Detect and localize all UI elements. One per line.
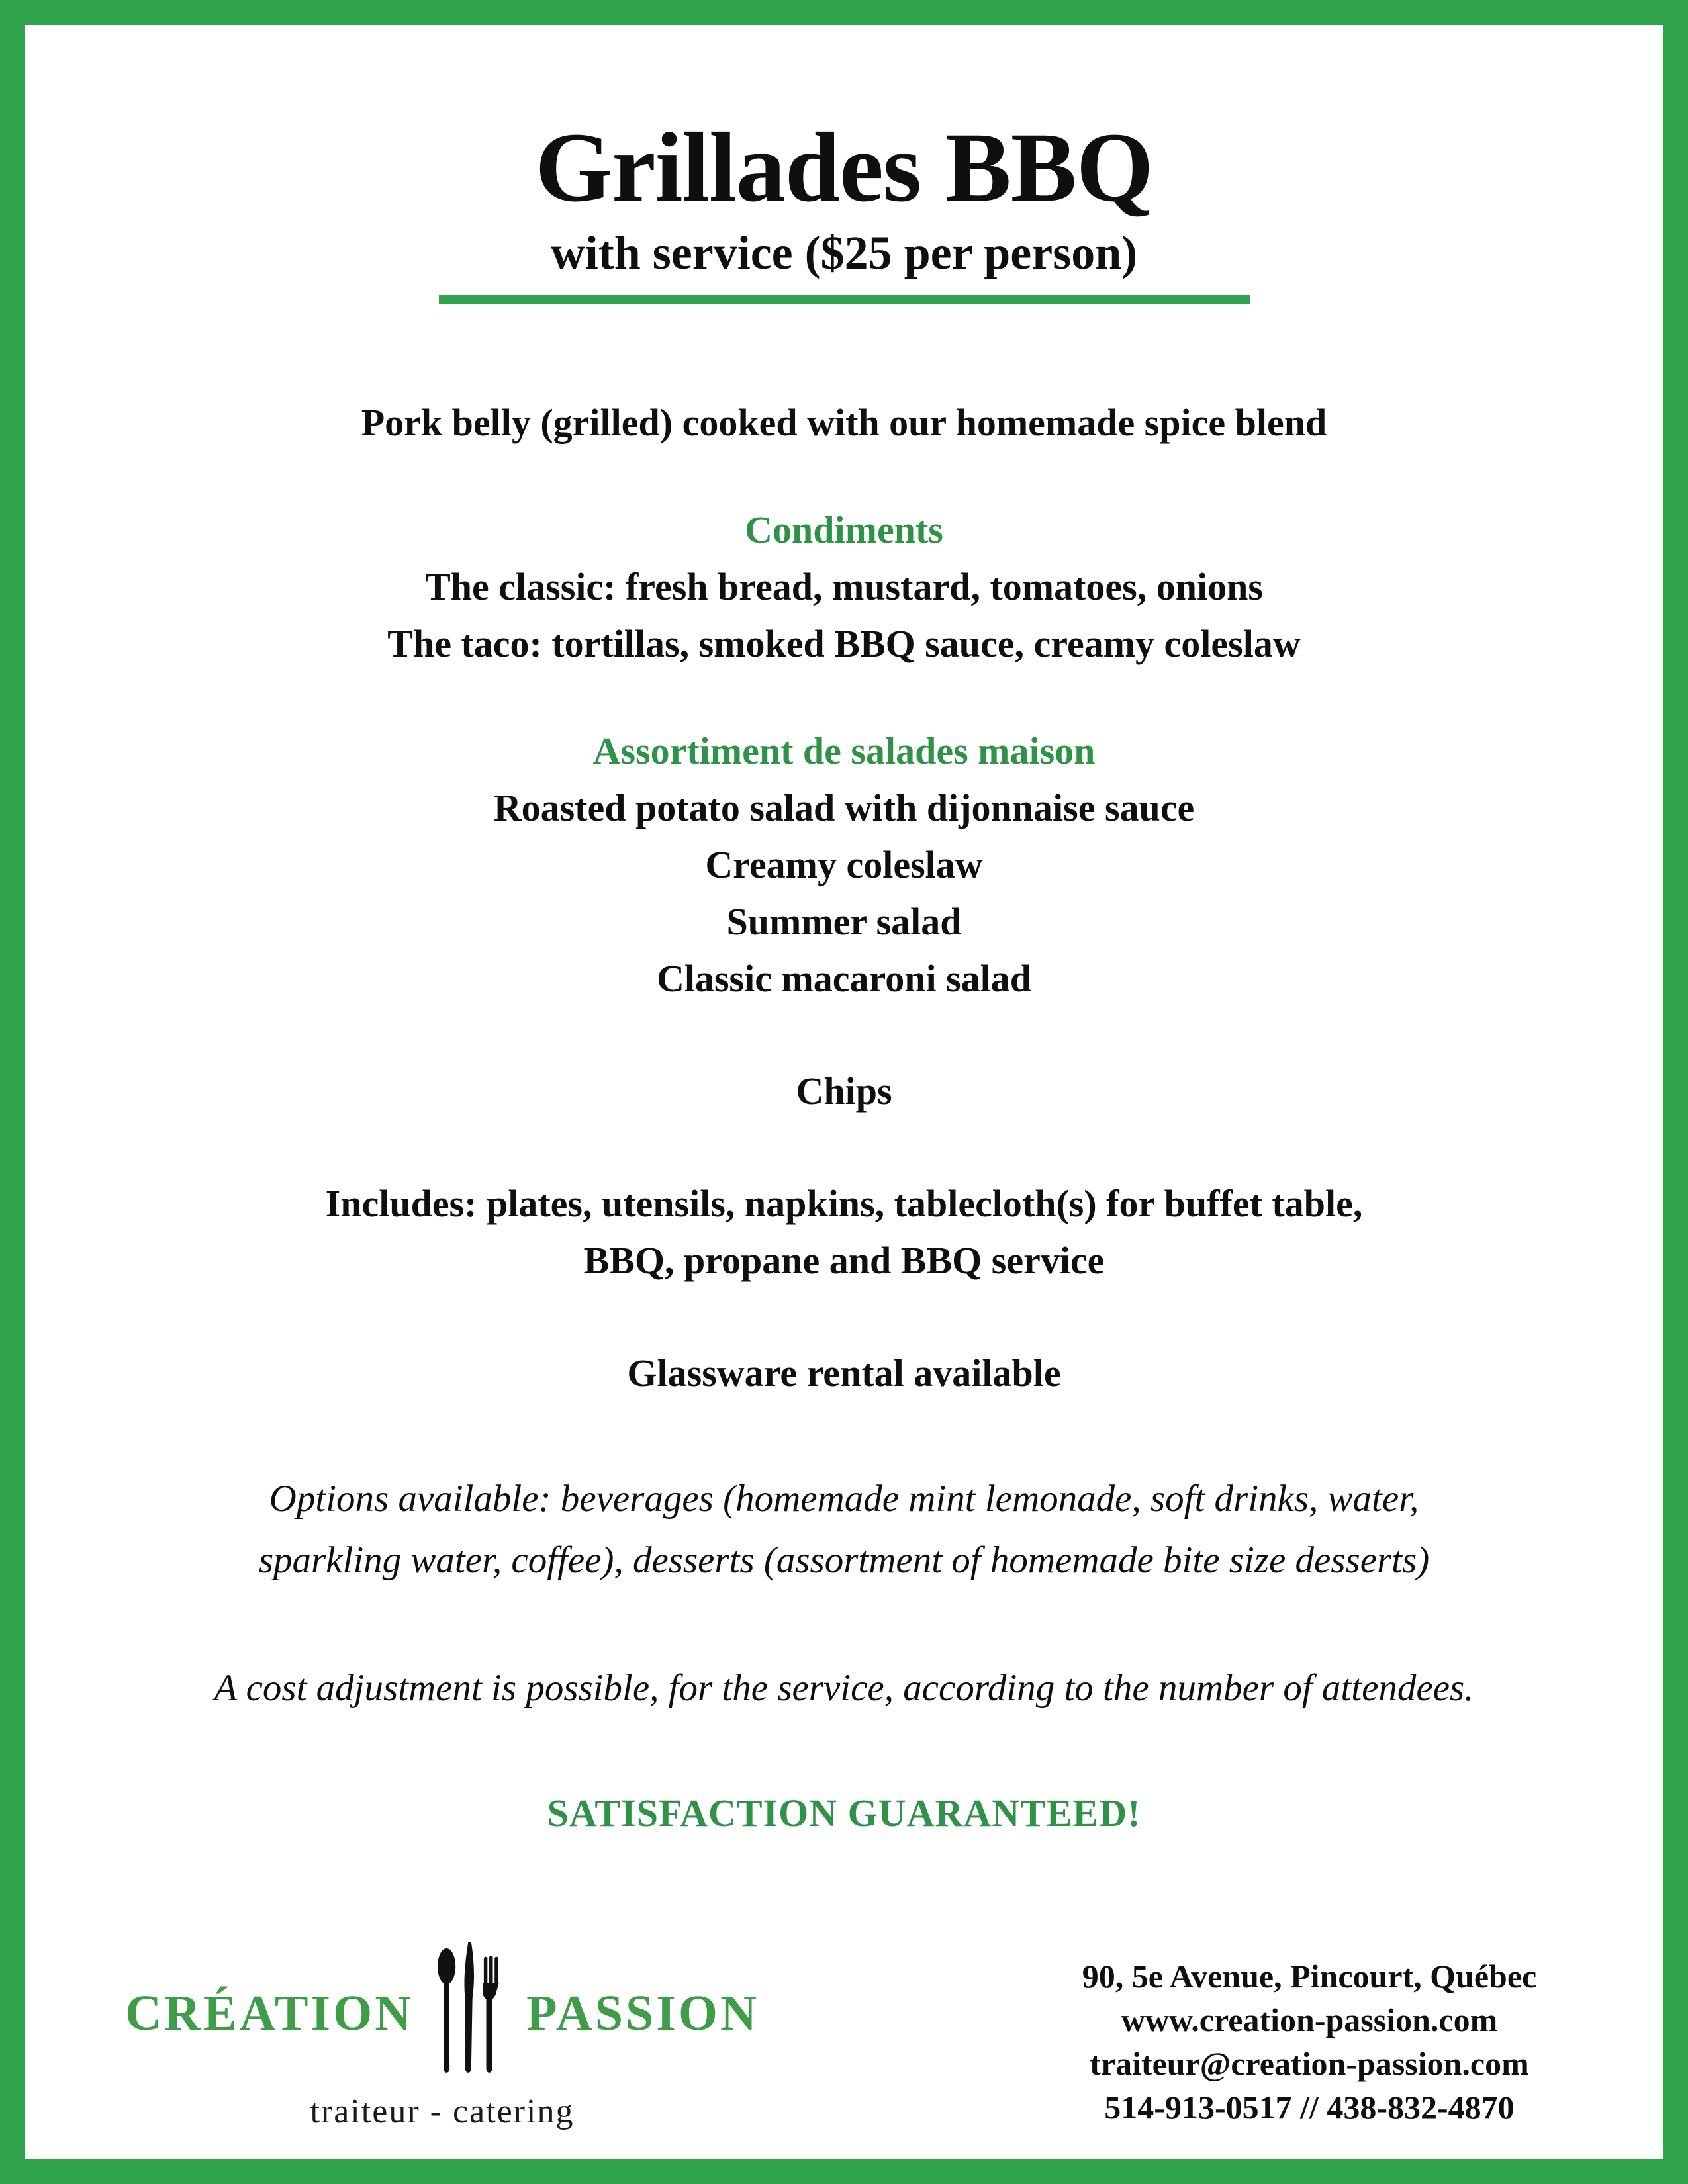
menu-body [25, 401, 1663, 1835]
main-dish: Pork belly (grilled) cooked with our homemade spice blend [361, 401, 1327, 444]
cutlery-icon [431, 1941, 509, 2085]
condiments-item-taco: The taco: tortillas, smoked BBQ sauce, creamy coleslaw [387, 622, 1301, 665]
includes-line-2: BBQ, propane and BBQ service [583, 1239, 1105, 1282]
contact-email: traiteur@creation-passion.com [1090, 2045, 1529, 2082]
salad-item-summer: Summer salad [726, 900, 962, 943]
contact-website: www.creation-passion.com [1121, 2001, 1498, 2038]
salad-item-coleslaw: Creamy coleslaw [705, 843, 983, 886]
menu-subtitle: with service ($25 per person) [550, 226, 1138, 279]
satisfaction-guarantee: SATISFACTION GUARANTEED! [547, 1792, 1141, 1835]
menu-title: Grillades BBQ [535, 113, 1153, 222]
glassware-note: Glassware rental available [627, 1351, 1061, 1394]
sides-item-chips: Chips [796, 1069, 892, 1113]
includes-line-1: Includes: plates, utensils, napkins, tablecloth(s) for buffet table, [325, 1182, 1363, 1225]
salad-item-potato: Roasted potato salad with dijonnaise sauce [493, 786, 1195, 829]
title-underline [439, 295, 1250, 304]
logo-word-creation: CRÉATION [125, 1985, 414, 2041]
logo-row [111, 1941, 773, 2085]
cost-adjustment-note: A cost adjustment is possible, for the service, according to the number of attendees. [214, 1667, 1474, 1709]
logo-word-passion: PASSION [526, 1985, 759, 2041]
contact-phones: 514-913-0517 // 438-832-4870 [1104, 2089, 1515, 2126]
salads-heading: Assortiment de salades maison [592, 729, 1096, 772]
condiments-item-classic: The classic: fresh bread, mustard, tomatoes, onions [425, 565, 1263, 608]
contact-block [972, 1954, 1647, 2129]
company-logo [111, 1941, 773, 2131]
condiments-heading: Condiments [745, 508, 943, 551]
options-note-line-1: Options available: beverages (homemade mint lemonade, soft drinks, water, [269, 1478, 1419, 1520]
menu-header [25, 113, 1663, 304]
contact-address: 90, 5e Avenue, Pincourt, Québec [1082, 1958, 1537, 1995]
logo-tagline: traiteur - catering [310, 2093, 575, 2130]
options-note-line-2: sparkling water, coffee), desserts (assortment of homemade bite size desserts) [258, 1539, 1430, 1581]
salad-item-macaroni: Classic macaroni salad [656, 957, 1032, 1000]
